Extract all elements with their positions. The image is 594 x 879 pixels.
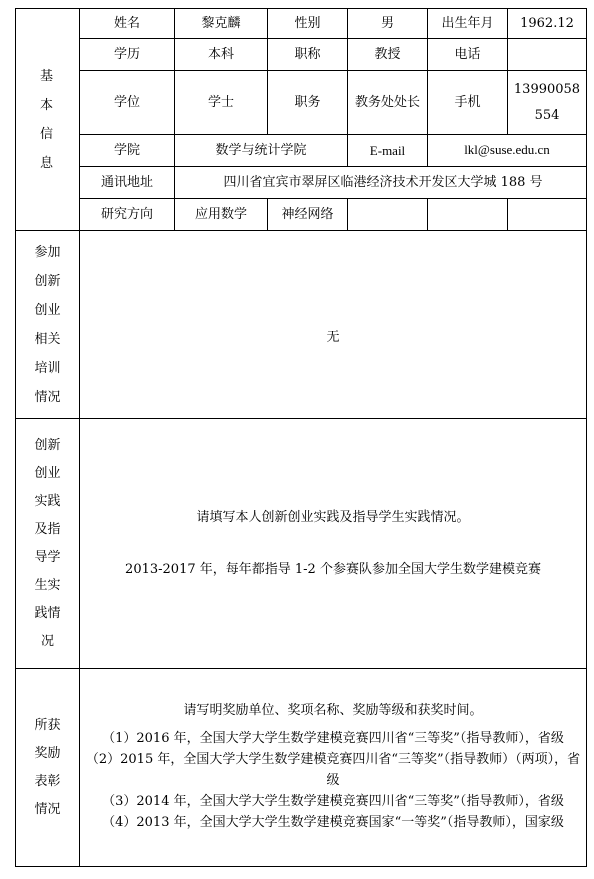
row-address: [16, 167, 587, 199]
degree-label: 学位: [80, 71, 175, 135]
training-section-label: [16, 231, 80, 419]
college-value: 数学与统计学院: [175, 135, 348, 167]
award-item: （4）2013 年，全国大学大学生数学建模竞赛国家“一等奖”（指导教师），国家级: [102, 814, 564, 830]
row-degree: [16, 71, 587, 135]
awards-content: [80, 669, 587, 867]
practice-section-label: [16, 419, 80, 669]
award-item: （1）2016 年，全国大学大学生数学建模竞赛四川省“三等奖”（指导教师），省级: [102, 730, 564, 746]
email-label: E-mail: [348, 135, 428, 167]
mobile-value-text: 13990058554: [513, 81, 581, 123]
gender-label: 性别: [268, 9, 348, 39]
training-content: 无: [80, 231, 587, 419]
research-value-2: 神经网络: [268, 199, 348, 231]
row-practice: [16, 419, 587, 669]
education-label: 学历: [80, 39, 175, 71]
research-value-1: 应用数学: [175, 199, 268, 231]
birth-value: 1962.12: [508, 9, 587, 39]
award-item: （3）2014 年，全国大学大学生数学建模竞赛四川省“三等奖”（指导教师），省级: [102, 793, 564, 809]
basic-info-label-text: 基本信息: [39, 68, 55, 171]
mobile-label: 手机: [428, 71, 508, 135]
gender-value: 男: [348, 9, 428, 39]
research-empty-1: [348, 199, 428, 231]
name-value: 黎克麟: [175, 9, 268, 39]
basic-info-section-label: [16, 9, 80, 231]
college-label: 学院: [80, 135, 175, 167]
title-label: 职称: [268, 39, 348, 71]
research-label: 研究方向: [80, 199, 175, 231]
position-label: 职务: [268, 71, 348, 135]
phone-value: [508, 39, 587, 71]
row-awards: [16, 669, 587, 867]
phone-label: 电话: [428, 39, 508, 71]
row-research: [16, 199, 587, 231]
position-value: [348, 71, 428, 135]
application-form-table: [15, 8, 587, 867]
practice-intro: 请填写本人创新创业实践及指导学生实践情况。: [196, 509, 470, 525]
practice-gap: [83, 527, 583, 561]
row-name: [16, 9, 587, 39]
address-value: 四川省宜宾市翠屏区临港经济技术开发区大学城 188 号: [175, 167, 587, 199]
awards-label-text: 所获奖励表彰情况: [34, 717, 61, 817]
research-empty-2: [428, 199, 508, 231]
degree-value: 学士: [175, 71, 268, 135]
practice-content: [80, 419, 587, 669]
education-value: 本科: [175, 39, 268, 71]
row-college: [16, 135, 587, 167]
awards-section-label: [16, 669, 80, 867]
title-value: 教授: [348, 39, 428, 71]
name-label: 姓名: [80, 9, 175, 39]
row-education: [16, 39, 587, 71]
position-value-text: 教务处处长: [354, 94, 420, 110]
email-value: [428, 135, 587, 167]
address-label: 通讯地址: [80, 167, 175, 199]
awards-intro: 请写明奖励单位、奖项名称、奖励等级和获奖时间。: [183, 703, 483, 719]
email-value-text: lkl@suse.edu.cn: [464, 142, 550, 158]
research-empty-3: [508, 199, 587, 231]
training-label-text: 参加创新创业相关培训情况: [34, 244, 61, 405]
birth-label: 出生年月: [428, 9, 508, 39]
practice-label-text: 创新创业实践及指导学生实践情况: [34, 437, 61, 649]
row-training: [16, 231, 587, 419]
practice-text: 2013-2017 年，每年都指导 1-2 个参赛队参加全国大学生数学建模竞赛: [125, 561, 541, 577]
mobile-value: [508, 71, 587, 135]
award-item: （2）2015 年，全国大学大学生数学建模竞赛四川省“三等奖”（指导教师）（两项），省级: [85, 751, 581, 788]
